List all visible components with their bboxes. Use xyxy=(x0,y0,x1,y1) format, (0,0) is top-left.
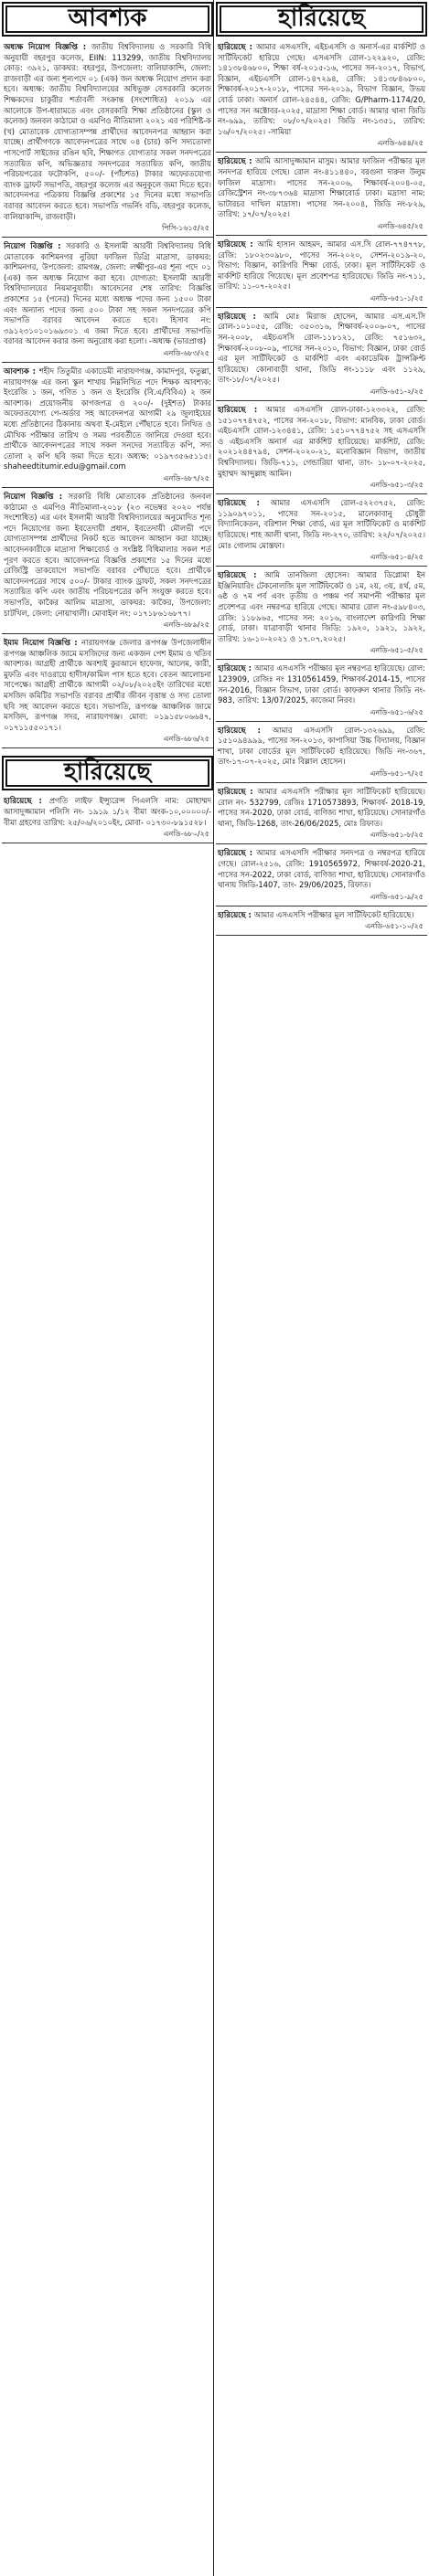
ad-body: আমার এসএসসি রোল-ঢাকা-১২৩৩২২, রেজি: ১৫১০৭৭৪৭৫২, পাসের সন-২০১৮, বিভাগ: মানবিক, ঢাকা বোর্ড। এইচএসসি রোল-১২৩৪৪১, রেজি: ১৫১০৭৭৪৭৫২ সহ এসএসসি ও এইচএসসি অনার্স এর মার্কশিট হারিয়েছে। মার্কশিট, রেজি: ২০২১২৪৪৭৯৪, সেশন-২০২০-২১, মনোবিজ্ঞান বিভাগ, জাতীয় বিশ্ববিদ্যালয়। জিডি-৭১১, গেন্ডারিয়া থানা, তাং- ১৮-০৭-২০২৫, মুহাম্মদ আব্দুল্লাহ আমিন। xyxy=(218,405,425,478)
ad-text xyxy=(218,405,425,479)
ad-lead: হারিয়েছে : xyxy=(218,311,263,321)
ad-separator xyxy=(216,935,427,936)
ad-separator xyxy=(2,362,213,363)
ad-body: আমার এসএসসি পরীক্ষার মূল সার্টিফিকেট হারিয়েছে। xyxy=(253,909,414,919)
ad-text xyxy=(218,787,425,829)
ad-body: আমি আসাদুজ্জামান মাসুম। আমার ফাজিল পরীক্ষার মূল সনদপত্র হারিয়ে গেছে। রোল নং-৪১১৪৪০, বরগুনা দারুল উলুম ফাজিল মাদ্রাসা। পাসের সন-২০০৬, শিক্ষাবর্ষ-২০০৪-০৫, রেজিস্ট্রেশন নং-৩৮৭৩৬৪ মাদ্রাসা শিক্ষাবোর্ড ঢাকা। মদ্রাসা নাম: ভাটারচর দাখিল মাদ্রাসা। পাসের সন-২০০৪, জিডি নং-৮২৯, তারিখ: ১৭/০৭/২০২৫। xyxy=(218,156,425,219)
ad-lead: আবশ্যক : xyxy=(4,366,39,376)
classified-ad xyxy=(216,662,427,719)
ad-body: আমার এসএসসি রোল-১৩২৬৯৯, রেজি: ১৫১০৯৪৯৯৯, পাসের সন-২০১৩, কাপাসিয়া উচ্চ বিদ্যালয়, বিজ্ঞান শাখা, ঢাকা বোর্ডের মূল সার্টিফিকেট হারিয়েছে। জিডি নং-৩৬৭, তাং-১৭-০৭-২০২৫, মোঃ বিল্লাল হোসেন। xyxy=(218,725,425,767)
ad-code: এনডি-৬৫১-৫/২৫ xyxy=(370,646,424,655)
ad-body: আমি মোঃ মিরাজ হোসেন, আমার এস.এস.সি রোল-১০১০৫৫, রেজি: ৩৫০৩১৬, শিক্ষাবর্ষ-২০০৬-০৭, পাসের সন-২০০৮, এইচএসসি রোল-১১৮১২১, রেজি: ৭৫১৬৩২, শিক্ষাবর্ষ-২০০৮-০৯, পাসের সন-২০১০, বিভাগ: বিজ্ঞান, ঢাকা বোর্ড এর মূল সার্টিফিকেট ও মার্কশিট এবং একাডেমিক ট্রান্সক্রিপ্ট হারিয়েছে। কোনাবাড়ী থানা, জিডি নং-১১১৮ এবং ১১২৯, তাং-১৮/০৭/২০২৫। xyxy=(218,311,425,385)
ad-body: আমার এসএসসি, এইচএসসি ও অনার্স-এর মার্কশিট ও সার্টিফিকেট হারিয়ে গেছে। এসএসসি রোল-১২২৯২০, রেজি: ১৪১৩৮৪৬৮০০, শিক্ষা বর্ষ-২০১৫-১৬, পাসের সন-২০১৭, বিভাগ, বিজ্ঞান, এইচএসসি রোল-১৪৭২৯৪, রেজি: ১৪১৩৮৪৬৮০০, শিক্ষাবর্ষ-২০১৭-২০১৮, পাসের সন-২০১৯, বিভাগ বিজ্ঞান, উভয় বোর্ড ঢাকা। অনার্স রোল-২৪৫৪৪, রেজি: G/Pharm-1174/20, পাসের সন অক্টোবর-২০২৫, মাদ্রাসা শিক্ষা বোর্ড। আমার থানা জিডি নং-৬৯৯, তারিখ: ০৮/০৭/২০২৫। জিডি নং-১৩৫১, তারিখ: ১৬/০৭/২০২৫। -সামিয়া xyxy=(218,42,425,136)
classified-ad xyxy=(2,636,213,747)
ad-text xyxy=(4,241,211,347)
classified-ad xyxy=(216,908,427,935)
ad-lead: হারিয়েছে : xyxy=(218,787,258,797)
classified-ad xyxy=(2,365,213,486)
ad-text xyxy=(218,239,425,292)
ad-separator xyxy=(216,493,427,494)
ad-text xyxy=(4,366,211,472)
ad-code: এনডি-৬৫১-৭/২৫ xyxy=(370,769,424,779)
ad-separator xyxy=(2,487,213,488)
ad-code: পিসি-১৬১৫/২৫ xyxy=(161,224,209,233)
ad-body: আমার এসএসসি রোল-৫২২৩৭৫২, রেজি: ১১৯০৯৭০১১, পাসের সন-২০১৫, মালেকাবানু চৌধুরী বিদ্যানিকেতন, বরিশাল শিক্ষা বোর্ড, এর মূল সার্টিফিকেট ও মার্কশিট হারিয়েছে। শাহ আলী থানা, জিডি নং-২৭০, তারিখ: ২২/০৭/২০২৫। মোঃ গোলাম মোস্তফা। xyxy=(218,498,425,550)
right-column xyxy=(216,0,427,2576)
ad-text xyxy=(218,848,425,890)
classified-ad xyxy=(216,724,427,781)
ad-code: এনডি-৬৫১-১০/২৫ xyxy=(365,922,424,931)
classified-ad xyxy=(2,794,213,842)
ad-code: এনডি-৬৪৫/২৫ xyxy=(377,221,424,230)
ad-body: জাতীয় বিশ্ববিদ্যালয় ও সরকারি বিধি অনুযায়ী বহরপুর কলেজ, EIIN: 113299, জাতীয় বিশ্ববিদ্যালয় কোড: ৩৯২১, ডাকঘর: বহরপুর, উপজেলা: বালিয়াকান্দি, জেলা: রাজবাড়ী এর জন্য শূন্যপদে ০১ (এক) জন অধ্যক্ষ নিয়োগ প্রদান করা হবে। অধ্যক্ষ: জাতীয় বিশ্ববিদ্যালয়ের অধিভুক্ত বেসরকারি কলেজ শিক্ষকদের চাকুরীর শর্তাবলী সংক্রান্ত (সংশোধিত) ২০১৯ এর আলোকে উপ-ধারামতে এবং বেসরকারি শিক্ষা প্রতিষ্ঠানের (স্কুল ও কলেজ) জনবল কাঠামো ও এমপিও নীতিমালা ২০২১ এর পরিশিষ্ট-ক (খ) মোতাবেক যোগ্যতাসম্পন্ন প্রার্থীদের আবেদনপত্র আহ্বান করা যাচ্ছে। প্রার্থীগণকে আবেদনপত্রের সাথে ০৪ (চার) কপি সদ্যতোলা পাসপোর্ট সাইজের রঙিন ছবি, শিক্ষাগত যোগ্যতার সকল সনদপত্রের সত্যায়িত কপি, অভিজ্ঞতার সনদপত্রের সত্যায়িত কপি, জাতীয় পরিচয়পত্রের ফটোকপি, ৫০০/- (পাঁচশত) টাকার অফেরতযোগ্য ব্যাংক ড্রাফট সভাপতি, বহরপুর কলেজ এর অনুকূলে জমা দিতে হবে। আবেদনপত্র পত্রিকায় বিজ্ঞপ্তি প্রকাশের ১৫ দিনের মধ্যে সভাপতি বরাবর আবেদন করতে হবে। সভাপতি গভর্নিং বডি, বহরপুর কলেজ, বালিয়াকান্দি, রাজবাড়ী। xyxy=(4,42,211,221)
lost-ads-list xyxy=(216,40,427,936)
ad-text xyxy=(218,663,425,705)
ad-code: এনডি-৬৫১-৮/২৫ xyxy=(370,831,424,840)
ad-text xyxy=(4,796,211,828)
classified-ad xyxy=(216,496,427,565)
ad-code: এনডি-৬৮০/২৫ xyxy=(163,830,209,839)
ad-code: এনডি-৬৫১-৪/২৫ xyxy=(370,553,424,562)
ad-text xyxy=(218,312,425,386)
ad-body: নারায়ণগঞ্জ জেলার রূপগঞ্জ উপজেলাধীন রূপগঞ্জ আঞ্চলিক জামে মসজিদের জন্য একজন পেশ ইমাম ও খতিব আবশ্যক। আগ্রহী প্রার্থীকে অবশ্যই কুরআনে হাফেজ, আলেম, কারী, মুফতি এবং দাওরায়ে হাদীস/কামিল পাস হতে হবে। বেতন আলোচনা সাপেক্ষে। আগ্রহী প্রার্থীকে আগামী ০২/০৮/২০২৫ইং তারিখের মধ্যে মসজিদ কমিটির সভাপতি বরাবর প্রার্থীর জীবন বৃত্তান্ত ও সদ্য তোলা ছবি সহ আবেদন করতে হবে। সভাপতি, রূপগঞ্জ আঞ্চলিক জামে মসজিদ, রূপগঞ্জ সদর, নারায়ণগঞ্জ। মোবা: ০১৯১৫৮০৬৬৪৭, ০১৭১১৫৫০১৭১। xyxy=(4,638,212,732)
ad-text xyxy=(218,156,425,220)
ad-lead: অধ্যক্ষ নিয়োগ বিজ্ঞপ্তি : xyxy=(4,42,91,51)
wanted-ads-list xyxy=(2,40,213,748)
ad-text xyxy=(4,42,211,222)
ad-separator xyxy=(216,843,427,844)
ad-separator xyxy=(2,747,213,748)
ad-lead: হারিয়েছে : xyxy=(218,239,258,249)
ad-code: এনডি-৬৫১-৬/২৫ xyxy=(370,707,424,716)
ad-text xyxy=(4,492,211,619)
ad-lead: হারিয়েছে : xyxy=(218,570,265,580)
ad-separator xyxy=(216,721,427,722)
ad-separator xyxy=(216,782,427,783)
ad-lead: হারিয়েছে : xyxy=(4,796,49,806)
ad-body: আমি তানজিলা হোসেন। আমার ডিপ্লোমা ইন ইঞ্জিনিয়ারিং টেকনোলজি মূল সার্টিফিকেট ও ১ম, ২য়, ৩য়, ৪র্থ, ৫ম, ৬ষ্ঠ ও ৭ম পর্ব এবং তৃতীয় ও পঞ্চম পর্ব সমাপনী পরীক্ষার মূল প্রবেশপত্র এবং নম্বরপত্র হারিয়ে গেছে। আমার রোল নং-৫৯৮৪০৩, রেজি: ১১৮৯৬৫, পাসের সন: ২০১৬, বাংলাদেশ কারিগরি শিক্ষা বোর্ড, ঢাকা। যাত্রাবাড়ী থানার জিডি: ১৯২০, ১৯২১, ১৯২২, তারিখ: ১৬-১০-২০২১ ও ১৭.০৭.২০২৫। xyxy=(218,570,425,643)
ad-lead: হারিয়েছে : xyxy=(218,848,257,858)
ad-code: এনডি-৬৮৭/২৫ xyxy=(163,473,209,482)
left-column xyxy=(2,0,213,2576)
ad-lead: হারিয়েছে : xyxy=(218,405,266,415)
ad-body: সরকারি বিধি মোতাবেক প্রতিষ্ঠানের জনবল কাঠামো ও এমপিও নীতিমালা-২০১৮ (২৩ নভেম্বর ২০২০ পর্যন্ত সংশোধিত) এর এবং ইসলামী আরবী বিশ্ববিদ্যালয়ের অনুমোদিত শূন্য পদে নিয়োগের জন্য ইবতেদায়ী প্রধান, ইবতেদায়ী মৌলভী পদে যোগ্যতাসম্পন্ন প্রার্থীদের নিকট হতে আবেদন আহ্বান করা যাচ্ছে। আবেদনকারীকে মাদ্রাসা শিক্ষাবোর্ড ও সংশ্লিষ্ট বিধিমালার সকল শর্ত পূরণ করতে হবে। আবেদনপত্র বিজ্ঞপ্তি প্রকাশের ১৫ দিনের মধ্যে রেজিস্ট্রি ডাকযোগে সভাপতি বরাবর পৌঁছাতে হবে। প্রার্থীকে আবেদনপত্রের সাথে ৫০০/- টাকার ব্যাংক ড্রাফট, সকল সনদপত্রের সত্যায়িত কপি এবং জাতীয় পরিচয়পত্রের কপি সংযুক্ত করতে হবে। সভাপতি, কাকৈর আলিম মাদ্রাসা, ডাকঘর: কাকৈর, উপজেলা: চাটখিল, জেলা: নোয়াখালী। মোবাইল নং: ০১৭১৮৬১৬৮৭৭। xyxy=(4,491,212,618)
section-header-wanted: আবশ্যক xyxy=(2,2,213,37)
ad-lead: হারিয়েছে : xyxy=(218,909,254,919)
lost-ads-list-left xyxy=(2,794,213,843)
ad-text xyxy=(218,726,425,768)
ad-separator xyxy=(216,400,427,401)
classified-ad xyxy=(216,310,427,399)
ad-lead: নিয়োগ বিজ্ঞপ্তি : xyxy=(4,241,67,251)
ad-code: এনডি-৬৮৯/২৫ xyxy=(163,620,209,630)
classified-ad xyxy=(216,785,427,843)
ad-lead: হারিয়েছে : xyxy=(218,663,255,673)
classified-ad xyxy=(216,568,427,658)
ad-text xyxy=(218,570,425,644)
classified-ad xyxy=(2,490,213,632)
classified-ad xyxy=(2,40,213,236)
ad-separator xyxy=(216,659,427,660)
column-divider xyxy=(213,0,214,2576)
ad-body: প্রগতি লাইফ ইন্স্যুরেন্স পিএলসি নাম: মোহাম্মদ আসাদুজ্জামান পলিসি নং- ১৯১৯ ১/১২ বীমা অংক-১০,০০০০০/- বীমা গ্রহণের তারিখ: ২৫/০৬/২০১০ইং, মোবা- ০১৭৩০-৮৯১৫২৮। xyxy=(4,796,211,827)
section-header-lost: হারিয়েছে xyxy=(216,2,427,37)
ad-body: আমি হাসান আহমদ, আমার এস.সি রোল-৭৭৪৭৭৮, রেজি: ১৮০২৩০৯৮০, পাসের সন-২০২০, সেশন-২০১৯-২০, বিভাগ: বিজ্ঞান, কারিগরি শিক্ষা বোর্ড, ঢাকা। মূল সার্টিফিকেট ও মার্কশিট হারিয়ে গিয়েছে। মূল প্রবেশপত্র হারিয়েছে। জিডি নং-৭১১, তারিখ: ১১-০৭-২০২৫। xyxy=(218,239,425,292)
ad-code: এনডি-৬৫১-৯/২৫ xyxy=(370,892,424,901)
ad-code: এনডি-৬৮৩/২৫ xyxy=(163,349,209,358)
ad-text xyxy=(218,498,425,551)
ad-separator xyxy=(216,152,427,153)
classified-ad xyxy=(216,403,427,493)
ad-code: এনডি-৬৪৪/২৫ xyxy=(377,139,424,148)
ad-lead: ইমাম নিয়োগ বিজ্ঞপ্তি : xyxy=(4,638,82,648)
ad-body: শহীদ তিতুমীর একাডেমী নারায়ণগঞ্জ, কামাদপুর, ফতুল্লা, নারায়ণগঞ্জ এর জন্য স্কুল শাখায় নিম্নলিখিত পদে শিক্ষক আবশ্যক: ইংরেজি ১ জন, গণিত ১ জন ও ইংরেজি (বি.এ/বিবিএ) ২ জন আবশ্যক। প্রয়োজনীয় কাগজপত্র ও ২০০/- (দুইশত) টাকার অফেরতযোগ্য পে-অর্ডার সহ আবেদনপত্র আগামী ২৯ জুলাইয়ের মধ্যে প্রতিষ্ঠানের ঠিকানায় অথবা ই-মেইলে পৌঁছাতে হবে। লিখিত ও মৌখিক পরীক্ষার তারিখ ও সময় পরবর্তীতে জানিয়ে দেওয়া হবে। প্রার্থীকে আবেদনপত্রের সাথে সকল সনদের সত্যায়িত কপি, সদ্য তোলা ২ কপি ছবি জমা দিতে হবে। অধ্যক্ষ: ০১৯৭৩৫৬৫১১৫। shaheedtitumir.edu@gmail.com xyxy=(4,366,211,472)
ad-text xyxy=(218,910,425,921)
ad-body: আমার এসএসসি পরীক্ষার মূল নম্বরপত্র হারিয়েছে। রোল: 123909, রেজিঃ নং 1310561459, শিক্ষাবর্ষ-2014-15, পাসের সন-2016, বিজ্ঞান বিভাগ, ঢাকা বোর্ড। কাফরুল থানার জিডি নং- 983, তারিখ: 13/07/2025, কাজেমা নিরব। xyxy=(218,663,425,705)
ad-lead: হারিয়েছে : xyxy=(218,42,256,51)
section-header-lost-left: হারিয়েছে xyxy=(2,756,213,790)
classified-ad xyxy=(216,154,427,234)
classified-ad xyxy=(216,846,427,904)
ad-code: এনডি-৬৫১-৩/২৫ xyxy=(370,481,424,490)
ad-separator xyxy=(2,237,213,238)
ad-separator xyxy=(216,307,427,308)
ad-lead: নিয়োগ বিজ্ঞপ্তি : xyxy=(4,491,69,501)
ad-separator xyxy=(216,235,427,236)
ad-body: সরকারি ও ইসলামী আরবী বিশ্ববিদ্যালয় বিধি মোতাবেক কাশিমনগর নুরিয়া ফাজিল ডিগ্রি মাদ্রাসা, ডাকঘর: কাশিমনগর, উপজেলা: রামগঞ্জ, জেলা: লক্ষ্মীপুর-এর শূন্য পদে ০১ (এক) জন অধ্যক্ষ নিয়োগ করা হবে। যোগ্যতা: ইসলামী আরবী বিশ্ববিদ্যালয়ের নিয়মানুযায়ী। আবেদনের শেষ তারিখ: বিজ্ঞপ্তি প্রকাশের ১৫ (পনের) দিনের মধ্যে অধ্যক্ষ পদের জন্য ১৫০০ টাকা এবং অন্যান্য পদের জন্য ৫০০ টাকা সহ সকল সনদপত্রের কপি সভাপতি বরাবর আবেদন করতে হবে। হিসাব নং: ৩৯১২৩১০১০১৬৯৩০১ এ জমা দিতে হবে। প্রার্থীদের সভাপতি বরাবর আবেদন করার জন্য অনুরোধ করা হলো। -অধ্যক্ষ (ভারপ্রাপ্ত) xyxy=(4,241,212,346)
ad-separator xyxy=(216,566,427,567)
ad-code: এনডি-৬৫১-১/২৫ xyxy=(370,293,424,302)
ad-lead: হারিয়েছে : xyxy=(218,498,271,508)
ad-lead: হারিয়েছে : xyxy=(218,156,256,166)
classified-ad xyxy=(2,239,213,361)
ad-code: এনডি-৬৫১-২/২৫ xyxy=(370,387,424,397)
ad-text xyxy=(4,638,211,733)
classified-ad xyxy=(216,40,427,151)
ad-code: এনডি-৬৮৬/২৫ xyxy=(163,735,209,744)
ad-separator xyxy=(2,633,213,634)
classified-ad xyxy=(216,238,427,306)
ad-text xyxy=(218,42,425,137)
ad-body: আমার এসএসসি পরীক্ষার মূল সার্টিফিকেট হারিয়েছে। রোল নং- 532799, রেজিঃ 1710573893, শিক্ষাবর্ষ- 2018-19, পাসের সন-2020, ঢাকা বোর্ড, বাণিজ্য শাখা, হারিয়েছে। সোনারগাঁও থানা, জিডি-1268, তাং-26/06/2025, মোঃ রিফাত। xyxy=(218,787,425,828)
ad-body: আমার এসএসসি পরীক্ষার সনদপত্র ও নম্বরপত্র হারিয়ে গেছে। রোল-২৫১৬, রেজি: 1910565972, শিক্ষাবর্ষ-2020-21, পাসের সন-2022, ঢাকা বোর্ড, বাণিজ্য শাখা, হারিয়েছে। সোনারগাঁও থানায় জিডি-1407, তাং- 29/06/2025, রিফাত। xyxy=(218,848,425,890)
ad-lead: হারিয়েছে : xyxy=(218,725,273,735)
